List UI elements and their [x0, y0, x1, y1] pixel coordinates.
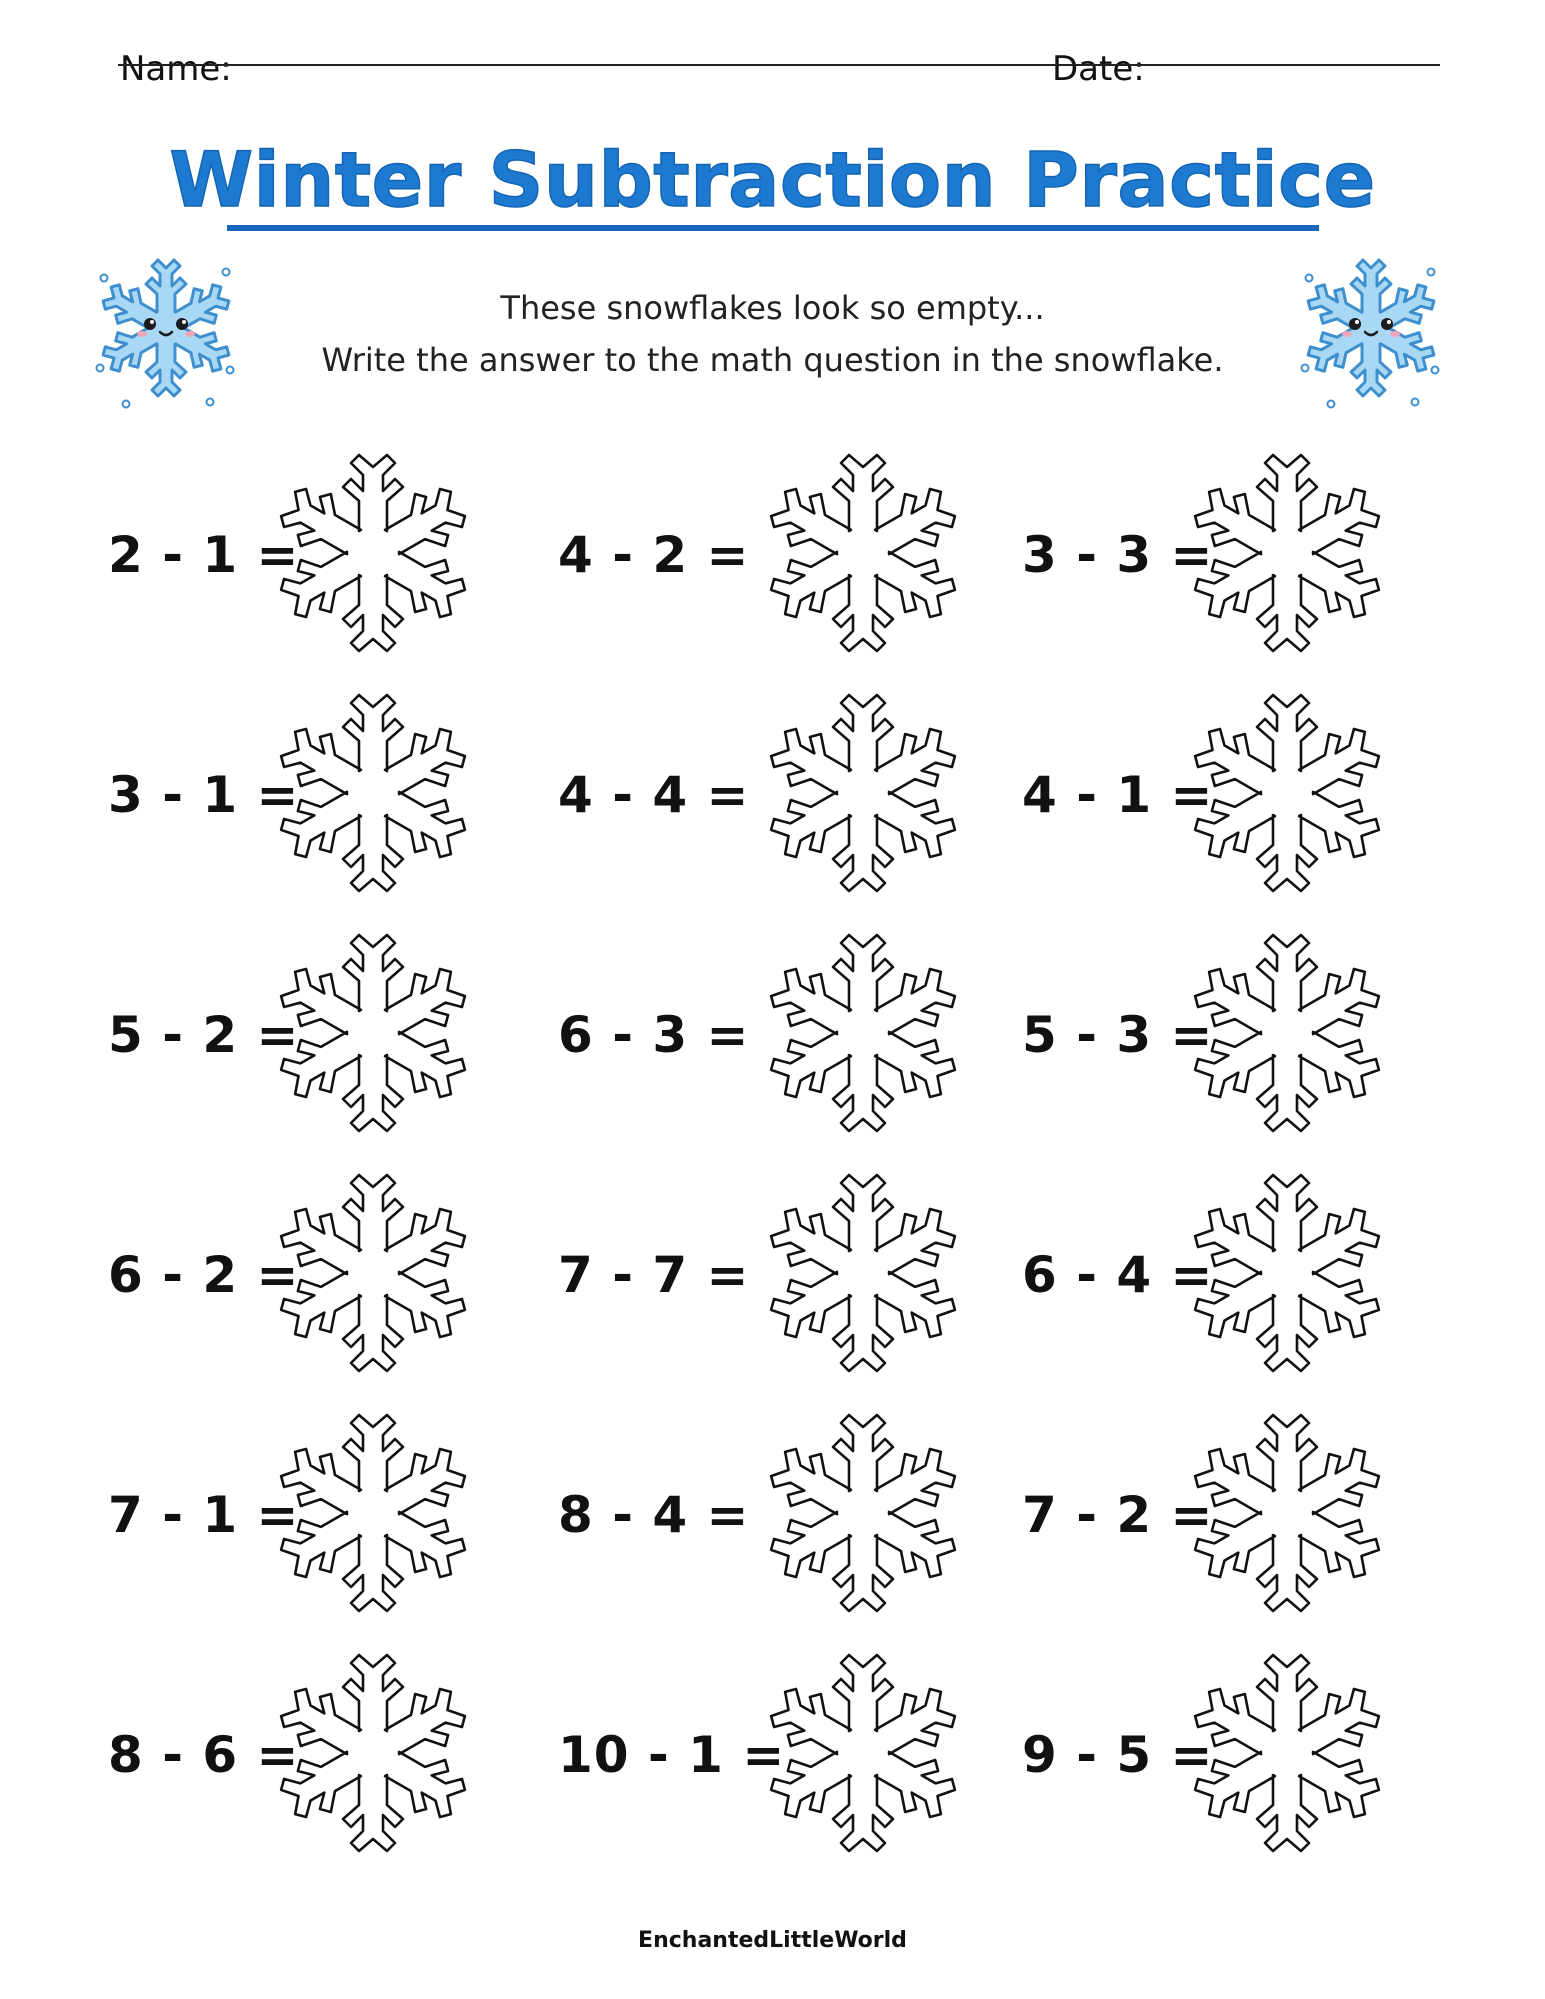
- snowflake-outline-icon[interactable]: [1182, 1648, 1392, 1858]
- problem-equation: 6 - 2 =: [108, 1246, 300, 1304]
- snowflake-outline-icon[interactable]: [1182, 688, 1392, 898]
- problem-item: [558, 1648, 1018, 1858]
- problem-equation: 2 - 1 =: [108, 526, 300, 584]
- title-underline: [227, 225, 1319, 231]
- problem-equation: 4 - 4 =: [558, 766, 750, 824]
- problem-item: [558, 1408, 1018, 1618]
- problem-equation: 5 - 3 =: [1022, 1006, 1214, 1064]
- problem-item: [108, 688, 568, 898]
- instructions: [0, 282, 1545, 386]
- problem-item: [108, 928, 568, 1138]
- snowflake-outline-icon[interactable]: [268, 1648, 478, 1858]
- problem-item: [108, 448, 568, 658]
- snowflake-outline-icon[interactable]: [758, 928, 968, 1138]
- problem-equation: 10 - 1 =: [558, 1726, 786, 1784]
- problem-equation: 6 - 3 =: [558, 1006, 750, 1064]
- snowflake-outline-icon[interactable]: [268, 928, 478, 1138]
- problem-item: [108, 1408, 568, 1618]
- problem-equation: 3 - 1 =: [108, 766, 300, 824]
- problem-equation: 8 - 4 =: [558, 1486, 750, 1544]
- problem-item: [558, 928, 1018, 1138]
- snowflake-outline-icon[interactable]: [758, 1648, 968, 1858]
- snowflake-outline-icon[interactable]: [1182, 1408, 1392, 1618]
- problem-item: [108, 1648, 568, 1858]
- problem-item: [1022, 928, 1482, 1138]
- problem-item: [558, 448, 1018, 658]
- date-field[interactable]: [1162, 60, 1440, 100]
- problem-equation: 6 - 4 =: [1022, 1246, 1214, 1304]
- snowflake-outline-icon[interactable]: [268, 688, 478, 898]
- problem-item: [1022, 1168, 1482, 1378]
- instructions-line-2: Write the answer to the math question in the snowflake.: [321, 341, 1224, 379]
- problem-item: [1022, 1648, 1482, 1858]
- problem-item: [108, 1168, 568, 1378]
- problem-equation: 7 - 2 =: [1022, 1486, 1214, 1544]
- problem-item: [1022, 1408, 1482, 1618]
- problem-equation: 5 - 2 =: [108, 1006, 300, 1064]
- problem-equation: 4 - 1 =: [1022, 766, 1214, 824]
- snowflake-outline-icon[interactable]: [758, 688, 968, 898]
- problem-equation: 7 - 7 =: [558, 1246, 750, 1304]
- snowflake-outline-icon[interactable]: [268, 1408, 478, 1618]
- problem-item: [1022, 448, 1482, 658]
- problem-item: [558, 688, 1018, 898]
- snowflake-outline-icon[interactable]: [1182, 1168, 1392, 1378]
- instructions-line-1: These snowflakes look so empty...: [500, 289, 1045, 327]
- problem-equation: 8 - 6 =: [108, 1726, 300, 1784]
- snowflake-outline-icon[interactable]: [758, 1168, 968, 1378]
- snowflake-outline-icon[interactable]: [1182, 928, 1392, 1138]
- problem-equation: 3 - 3 =: [1022, 526, 1214, 584]
- header-rule: [118, 64, 1440, 66]
- name-field[interactable]: [240, 60, 1020, 100]
- page-title: Winter Subtraction Practice: [169, 135, 1376, 224]
- snowflake-outline-icon[interactable]: [1182, 448, 1392, 658]
- snowflake-outline-icon[interactable]: [758, 1408, 968, 1618]
- snowflake-outline-icon[interactable]: [758, 448, 968, 658]
- problem-equation: 9 - 5 =: [1022, 1726, 1214, 1784]
- problem-equation: 4 - 2 =: [558, 526, 750, 584]
- footer-credit: EnchantedLittleWorld: [638, 1928, 907, 1953]
- problem-item: [558, 1168, 1018, 1378]
- problem-item: [1022, 688, 1482, 898]
- date-label: Date:: [1052, 49, 1145, 89]
- snowflake-outline-icon[interactable]: [268, 1168, 478, 1378]
- snowflake-outline-icon[interactable]: [268, 448, 478, 658]
- name-label: Name:: [120, 49, 232, 89]
- problem-equation: 7 - 1 =: [108, 1486, 300, 1544]
